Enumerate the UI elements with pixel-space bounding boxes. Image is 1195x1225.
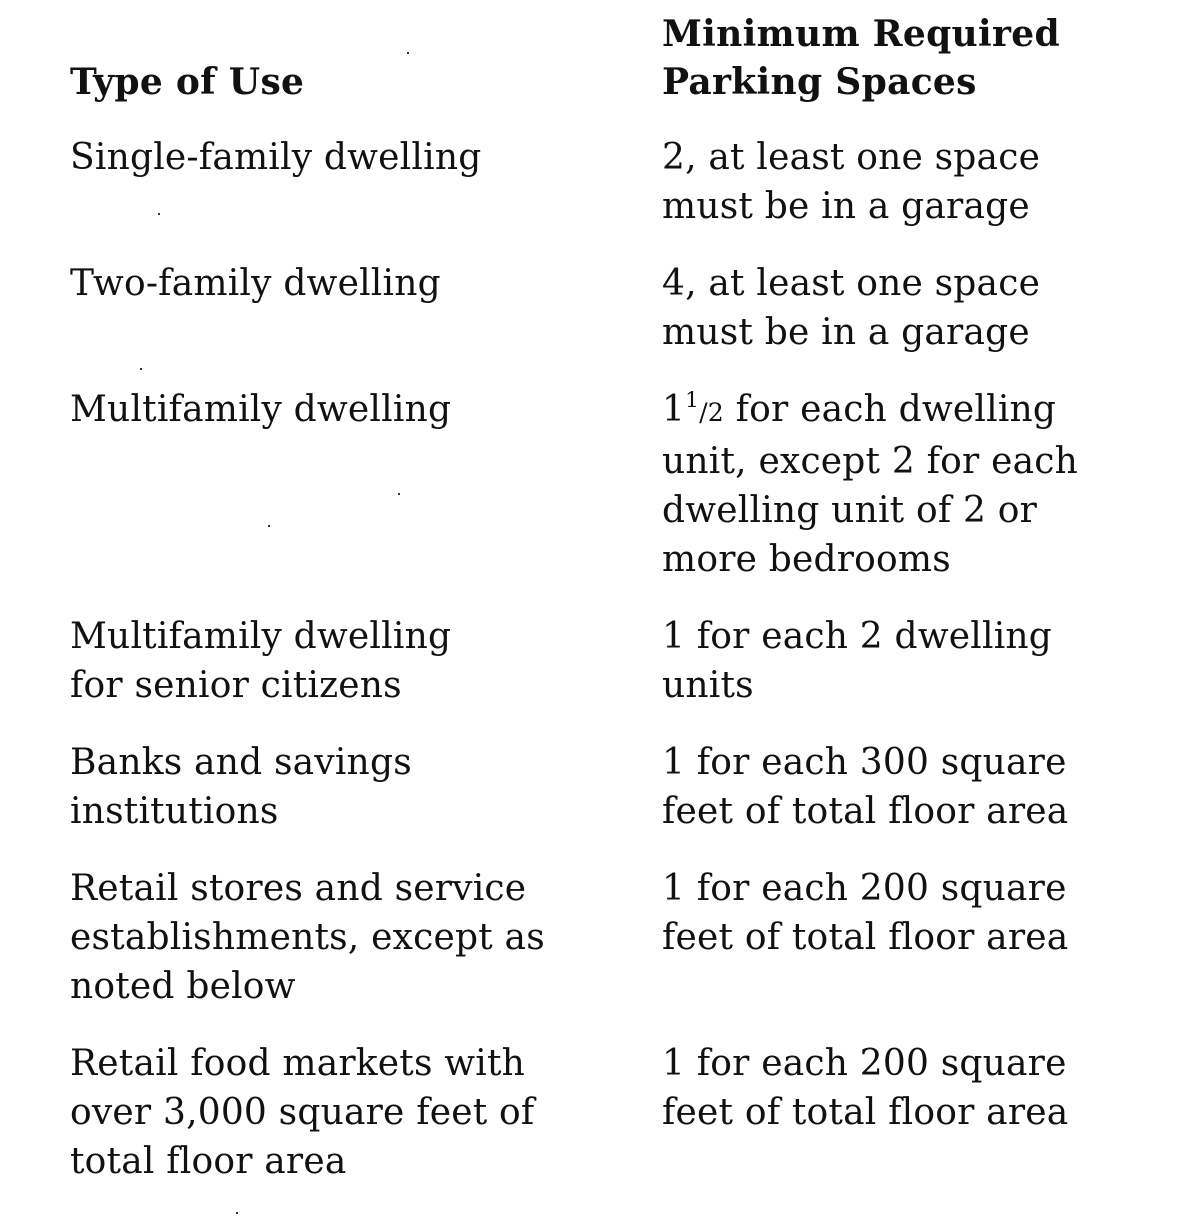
requirement-text: feet of total floor area — [662, 917, 1069, 958]
scan-speck — [158, 213, 160, 215]
use-cell — [70, 133, 662, 231]
use-cell — [70, 259, 662, 357]
requirement-cell — [662, 738, 1182, 836]
scan-speck — [398, 493, 400, 495]
requirement-text: 2, at least one space — [662, 137, 1041, 178]
use-cell — [70, 864, 662, 1011]
fraction-numerator: 1 — [685, 388, 700, 413]
requirement-text: feet of total floor area — [662, 1092, 1069, 1133]
column-header-parking-line2: Parking Spaces — [662, 61, 977, 103]
requirement-text: feet of total floor area — [662, 791, 1069, 832]
column-header-parking-spaces — [662, 10, 1182, 106]
requirement-text: dwelling unit of 2 or — [662, 490, 1038, 531]
requirement-cell — [662, 133, 1182, 231]
fraction-rest: for each dwelling — [723, 389, 1057, 430]
requirement-cell — [662, 1039, 1182, 1186]
requirement-cell — [662, 259, 1182, 357]
table-row — [0, 612, 1195, 710]
use-text: Two-family dwelling — [70, 263, 441, 304]
use-text: Retail food markets with — [70, 1043, 526, 1084]
requirement-text: 1 for each 200 square — [662, 1043, 1067, 1084]
use-text: total floor area — [70, 1141, 347, 1182]
scan-speck — [236, 1212, 238, 1214]
scan-speck — [268, 525, 270, 527]
use-cell — [70, 738, 662, 836]
requirement-text: 4, at least one space — [662, 263, 1041, 304]
use-text: Retail stores and service — [70, 868, 527, 909]
requirement-text: unit, except 2 for each — [662, 441, 1078, 482]
column-header-type-of-use-text: Type of Use — [70, 61, 305, 103]
use-text: Multifamily dwelling — [70, 389, 452, 430]
column-header-type-of-use — [70, 58, 304, 106]
fraction-denominator: /2 — [699, 398, 724, 427]
use-cell — [70, 385, 662, 584]
table-header — [0, 0, 1195, 130]
use-text: over 3,000 square feet of — [70, 1092, 535, 1133]
use-text: Single-family dwelling — [70, 137, 482, 178]
use-cell — [70, 612, 662, 710]
use-cell — [70, 1039, 662, 1186]
use-text: Banks and savings — [70, 742, 412, 783]
requirement-text: 1 for each 2 dwelling — [662, 616, 1053, 657]
use-text: establishments, except as — [70, 917, 545, 958]
fraction-whole: 1 — [662, 389, 686, 430]
requirement-text: units — [662, 665, 754, 706]
column-header-parking-line1: Minimum Required — [662, 13, 1060, 55]
requirement-cell — [662, 385, 1182, 584]
requirement-text: more bedrooms — [662, 539, 951, 580]
table-row — [0, 385, 1195, 584]
table-row — [0, 738, 1195, 836]
use-text: noted below — [70, 966, 296, 1007]
requirement-fraction-line — [662, 385, 1182, 437]
table-row — [0, 1039, 1195, 1186]
requirement-text: must be in a garage — [662, 312, 1030, 353]
table-row — [0, 259, 1195, 357]
requirement-cell — [662, 612, 1182, 710]
requirement-text: 1 for each 200 square — [662, 868, 1067, 909]
scan-speck — [407, 52, 409, 54]
requirement-text: 1 for each 300 square — [662, 742, 1067, 783]
scan-speck — [140, 368, 142, 370]
requirement-cell — [662, 864, 1182, 1011]
table-row — [0, 133, 1195, 231]
table-body — [0, 133, 1195, 1214]
use-text: institutions — [70, 791, 279, 832]
table-row — [0, 864, 1195, 1011]
requirement-text: must be in a garage — [662, 186, 1030, 227]
use-text: Multifamily dwelling — [70, 616, 452, 657]
use-text: for senior citizens — [70, 665, 402, 706]
